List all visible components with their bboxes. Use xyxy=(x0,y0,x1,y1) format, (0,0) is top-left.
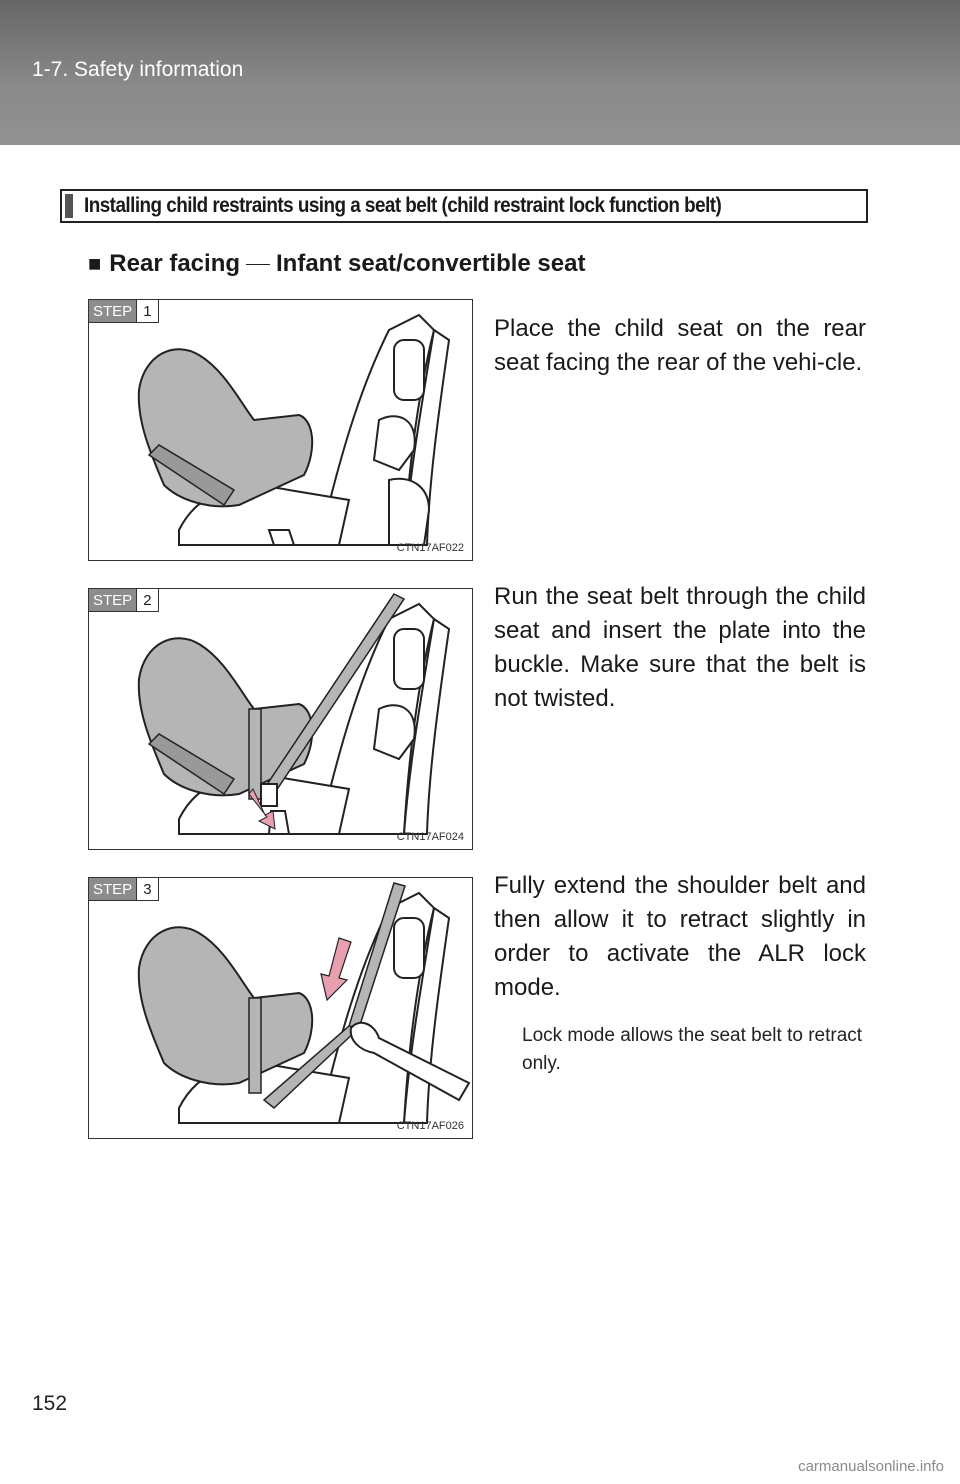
figure-code: CTN17AF022 xyxy=(396,542,464,554)
child-seat-shoulder-belt-illustration xyxy=(89,878,473,1139)
em-dash xyxy=(246,264,270,266)
square-bullet-icon: ■ xyxy=(88,251,102,276)
child-seat-illustration xyxy=(89,300,473,561)
figure-step-2 xyxy=(88,588,473,850)
sub-heading xyxy=(88,250,585,278)
figure-code: CTN17AF024 xyxy=(396,831,464,843)
step-label: STEP xyxy=(89,300,136,322)
sub-heading-part2: Infant seat/convertible seat xyxy=(276,250,586,277)
step-tag xyxy=(89,300,159,323)
page-number: 152 xyxy=(32,1392,68,1415)
section-marker xyxy=(65,194,73,218)
step-3-text: Fully extend the shoulder belt and then allow it to retract slightly in order to activate the ALR lock mode. xyxy=(494,872,866,1001)
step-1-text: Place the child seat on the rear seat facing the rear of the vehi-cle. xyxy=(494,315,866,376)
running-header: 1-7. Safety information xyxy=(32,58,244,81)
figure-step-1 xyxy=(88,299,473,561)
figure-code: CTN17AF026 xyxy=(396,1120,464,1132)
figure-step-3 xyxy=(88,877,473,1139)
step-2-text: Run the seat belt through the child seat and insert the plate into the buckle. Make sure that the belt is not twisted. xyxy=(494,583,866,712)
step-number: 1 xyxy=(136,300,157,322)
section-title: Installing child restraints using a seat belt (child restraint lock function belt) xyxy=(84,194,722,217)
step-label: STEP xyxy=(89,878,136,900)
step-number: 3 xyxy=(136,878,157,900)
section-heading-box xyxy=(60,189,868,223)
child-seat-belt-illustration xyxy=(89,589,473,850)
step-number: 2 xyxy=(136,589,157,611)
sub-heading-part1: Rear facing xyxy=(109,250,241,277)
step-label: STEP xyxy=(89,589,136,611)
step-tag xyxy=(89,878,159,901)
step-3-note: Lock mode allows the seat belt to retract only. xyxy=(522,1025,863,1074)
watermark: carmanualsonline.info xyxy=(798,1458,944,1475)
step-tag xyxy=(89,589,159,612)
